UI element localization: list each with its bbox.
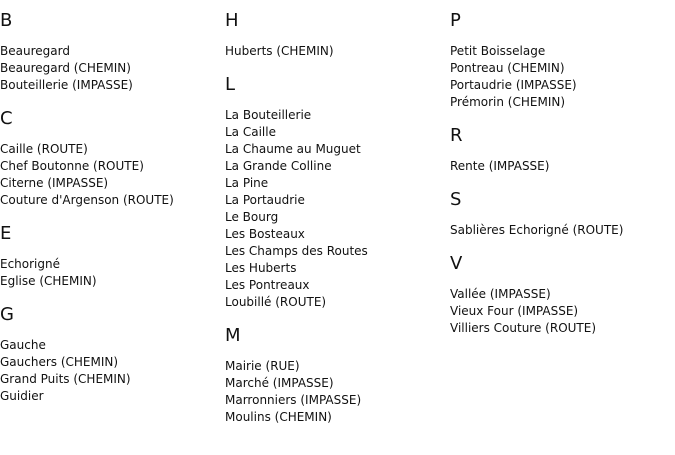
- street-link[interactable]: Rente (IMPASSE): [450, 159, 550, 173]
- letter-group: [450, 253, 670, 337]
- letter-heading: C: [0, 108, 13, 129]
- letter-heading: M: [225, 325, 241, 346]
- street-link[interactable]: La Chaume au Muguet: [225, 142, 361, 156]
- street-link[interactable]: Les Huberts: [225, 261, 297, 275]
- letter-heading: P: [450, 10, 461, 31]
- street-list: [450, 43, 670, 111]
- street-link[interactable]: Moulins (CHEMIN): [225, 410, 332, 424]
- street-list: [450, 286, 670, 337]
- street-link[interactable]: Loubillé (ROUTE): [225, 295, 327, 309]
- street-link[interactable]: Citerne (IMPASSE): [0, 176, 109, 190]
- street-link[interactable]: Les Pontreaux: [225, 278, 310, 292]
- index-column-1: [0, 10, 220, 419]
- street-link[interactable]: Gauche: [0, 338, 46, 352]
- letter-group: [450, 189, 670, 239]
- street-link[interactable]: Guidier: [0, 389, 44, 403]
- street-link[interactable]: La Bouteillerie: [225, 108, 312, 122]
- letter-heading: L: [225, 74, 236, 95]
- street-link[interactable]: Mairie (RUE): [225, 359, 300, 373]
- street-link[interactable]: Gauchers (CHEMIN): [0, 355, 119, 369]
- street-link[interactable]: Couture d'Argenson (ROUTE): [0, 193, 174, 207]
- street-list: [225, 43, 445, 60]
- street-link[interactable]: Beauregard (CHEMIN): [0, 61, 131, 75]
- street-list: [0, 141, 220, 209]
- street-link[interactable]: Eglise (CHEMIN): [0, 274, 97, 288]
- letter-group: [225, 325, 445, 426]
- index-column-2: [225, 10, 445, 440]
- street-link[interactable]: Pontreau (CHEMIN): [450, 61, 565, 75]
- letter-group: [0, 10, 220, 94]
- street-list: [450, 158, 670, 175]
- street-link[interactable]: Prémorin (CHEMIN): [450, 95, 566, 109]
- street-link[interactable]: La Pine: [225, 176, 269, 190]
- letter-group: [0, 223, 220, 290]
- street-link[interactable]: Grand Puits (CHEMIN): [0, 372, 131, 386]
- street-link[interactable]: Marché (IMPASSE): [225, 376, 334, 390]
- street-list: [225, 107, 445, 311]
- street-link[interactable]: Marronniers (IMPASSE): [225, 393, 362, 407]
- street-list: [0, 256, 220, 290]
- letter-heading: B: [0, 10, 13, 31]
- letter-heading: V: [450, 253, 463, 274]
- index-column-3: [450, 10, 670, 351]
- street-list: [450, 222, 670, 239]
- street-link[interactable]: La Portaudrie: [225, 193, 305, 207]
- street-link[interactable]: Vieux Four (IMPASSE): [450, 304, 579, 318]
- street-link[interactable]: Villiers Couture (ROUTE): [450, 321, 597, 335]
- street-link[interactable]: Caille (ROUTE): [0, 142, 88, 156]
- street-link[interactable]: Beauregard: [0, 44, 70, 58]
- letter-heading: H: [225, 10, 239, 31]
- letter-heading: E: [0, 223, 12, 244]
- letter-group: [0, 304, 220, 405]
- street-list: [225, 358, 445, 426]
- street-link[interactable]: Sablières Echorigné (ROUTE): [450, 223, 624, 237]
- street-list: [0, 337, 220, 405]
- street-link[interactable]: Echorigné: [0, 257, 60, 271]
- street-link[interactable]: Portaudrie (IMPASSE): [450, 78, 577, 92]
- street-link[interactable]: Huberts (CHEMIN): [225, 44, 334, 58]
- letter-heading: R: [450, 125, 463, 146]
- street-link[interactable]: La Caille: [225, 125, 276, 139]
- letter-group: [450, 10, 670, 111]
- street-link[interactable]: Les Bosteaux: [225, 227, 305, 241]
- letter-group: [225, 74, 445, 311]
- street-link[interactable]: Le Bourg: [225, 210, 279, 224]
- letter-group: [450, 125, 670, 175]
- street-link[interactable]: Bouteillerie (IMPASSE): [0, 78, 133, 92]
- letter-heading: G: [0, 304, 14, 325]
- street-link[interactable]: La Grande Colline: [225, 159, 332, 173]
- street-link[interactable]: Vallée (IMPASSE): [450, 287, 551, 301]
- street-list: [0, 43, 220, 94]
- letter-group: [225, 10, 445, 60]
- street-link[interactable]: Petit Boisselage: [450, 44, 546, 58]
- street-link[interactable]: Chef Boutonne (ROUTE): [0, 159, 144, 173]
- letter-group: [0, 108, 220, 209]
- street-link[interactable]: Les Champs des Routes: [225, 244, 368, 258]
- letter-heading: S: [450, 189, 462, 210]
